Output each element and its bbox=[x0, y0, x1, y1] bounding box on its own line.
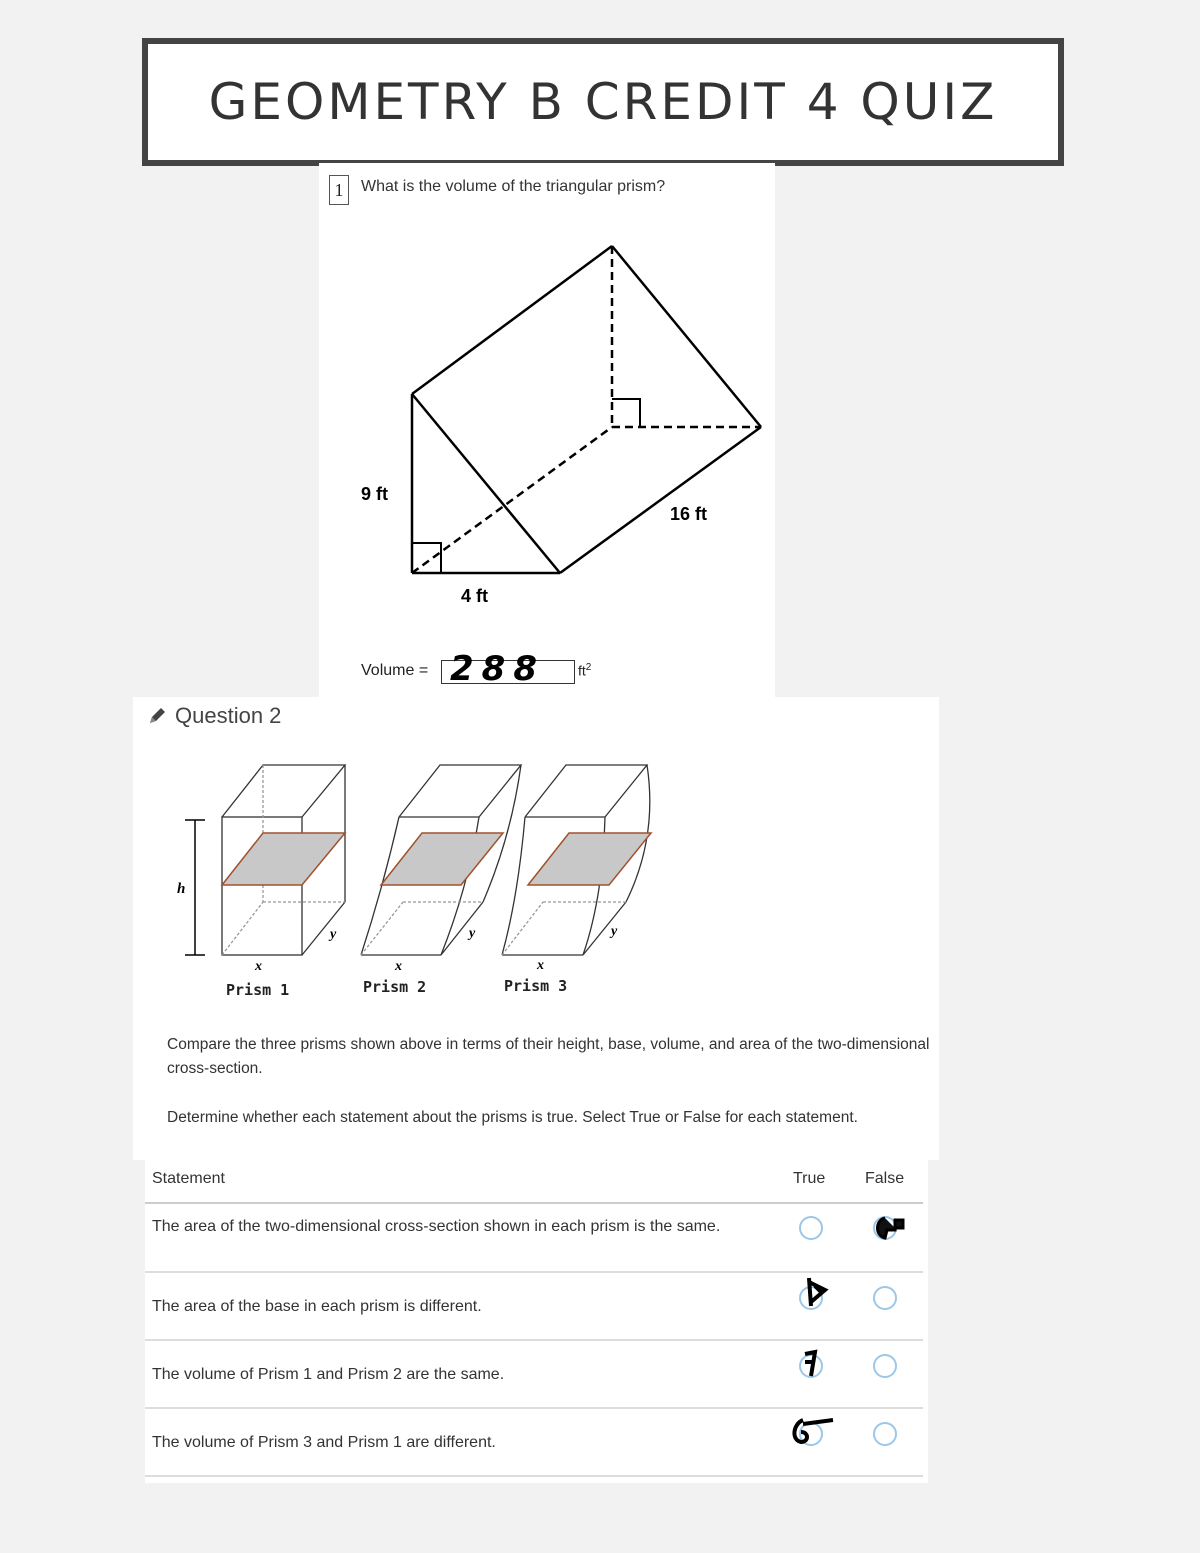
handwritten-mark-icon bbox=[873, 1214, 907, 1244]
false-radio-4[interactable] bbox=[873, 1422, 897, 1446]
true-header: True bbox=[793, 1170, 826, 1187]
compare-instructions: Compare the three prisms shown above in terms of their height, base, volume, and area of the two-dimensional cross-section. bbox=[167, 1036, 930, 1077]
prisms-figure bbox=[133, 697, 939, 1007]
base-label: 4 ft bbox=[461, 586, 488, 606]
cross-section-3 bbox=[528, 833, 651, 885]
false-radio-2[interactable] bbox=[873, 1286, 897, 1310]
handwritten-mark-icon bbox=[799, 1348, 823, 1380]
page-title: GEOMETRY B CREDIT 4 QUIZ bbox=[208, 73, 998, 131]
x-label-2: x bbox=[395, 959, 402, 974]
triangular-prism-figure bbox=[319, 163, 775, 697]
question-2-panel bbox=[133, 697, 939, 1160]
x-label-1: x bbox=[255, 959, 262, 974]
handwritten-mark-icon bbox=[801, 1274, 835, 1310]
cross-section-2 bbox=[381, 833, 503, 885]
statement-text: The area of the two-dimensional cross-section shown in each prism is the same. bbox=[152, 1218, 721, 1235]
question-1-panel bbox=[319, 163, 775, 697]
false-header: False bbox=[865, 1170, 905, 1187]
prism-2-label: Prism 2 bbox=[363, 978, 427, 996]
height-label: 9 ft bbox=[361, 484, 388, 504]
table-row bbox=[145, 1408, 923, 1477]
handwritten-answer: 288 bbox=[450, 649, 545, 689]
volume-input[interactable] bbox=[441, 649, 575, 689]
volume-unit: $ft^2$ bbox=[578, 662, 592, 679]
table-row bbox=[145, 1340, 923, 1409]
false-radio-3[interactable] bbox=[873, 1354, 897, 1378]
title-box bbox=[142, 38, 1064, 166]
determine-instructions: Determine whether each statement about the prisms is true. Select True or False for each statement. bbox=[167, 1109, 858, 1126]
prism-3-label: Prism 3 bbox=[504, 977, 568, 995]
question-1-prompt: What is the volume of the triangular prism? bbox=[361, 178, 666, 195]
volume-label: Volume = bbox=[361, 662, 429, 679]
table-row bbox=[145, 1272, 923, 1341]
statement-text: The area of the base in each prism is different. bbox=[152, 1298, 482, 1315]
statement-header: Statement bbox=[152, 1170, 225, 1187]
true-false-table bbox=[145, 1160, 928, 1483]
table-row bbox=[145, 1204, 923, 1273]
y-label-3: y bbox=[611, 924, 618, 939]
h-label: h bbox=[177, 881, 186, 897]
question-2-heading: Question 2 bbox=[147, 703, 281, 729]
y-label-1: y bbox=[330, 927, 337, 942]
cross-section-1 bbox=[222, 833, 345, 885]
table-header bbox=[145, 1160, 923, 1204]
handwritten-mark-icon bbox=[789, 1416, 837, 1446]
question-number: 1 bbox=[329, 175, 349, 205]
statement-text: The volume of Prism 3 and Prism 1 are different. bbox=[152, 1434, 496, 1451]
x-label-3: x bbox=[537, 958, 544, 973]
length-label: 16 ft bbox=[670, 504, 708, 524]
y-label-2: y bbox=[469, 926, 476, 941]
true-radio-1[interactable] bbox=[799, 1216, 823, 1240]
statement-text: The volume of Prism 1 and Prism 2 are the same. bbox=[152, 1366, 505, 1383]
prism-1-label: Prism 1 bbox=[226, 981, 290, 999]
